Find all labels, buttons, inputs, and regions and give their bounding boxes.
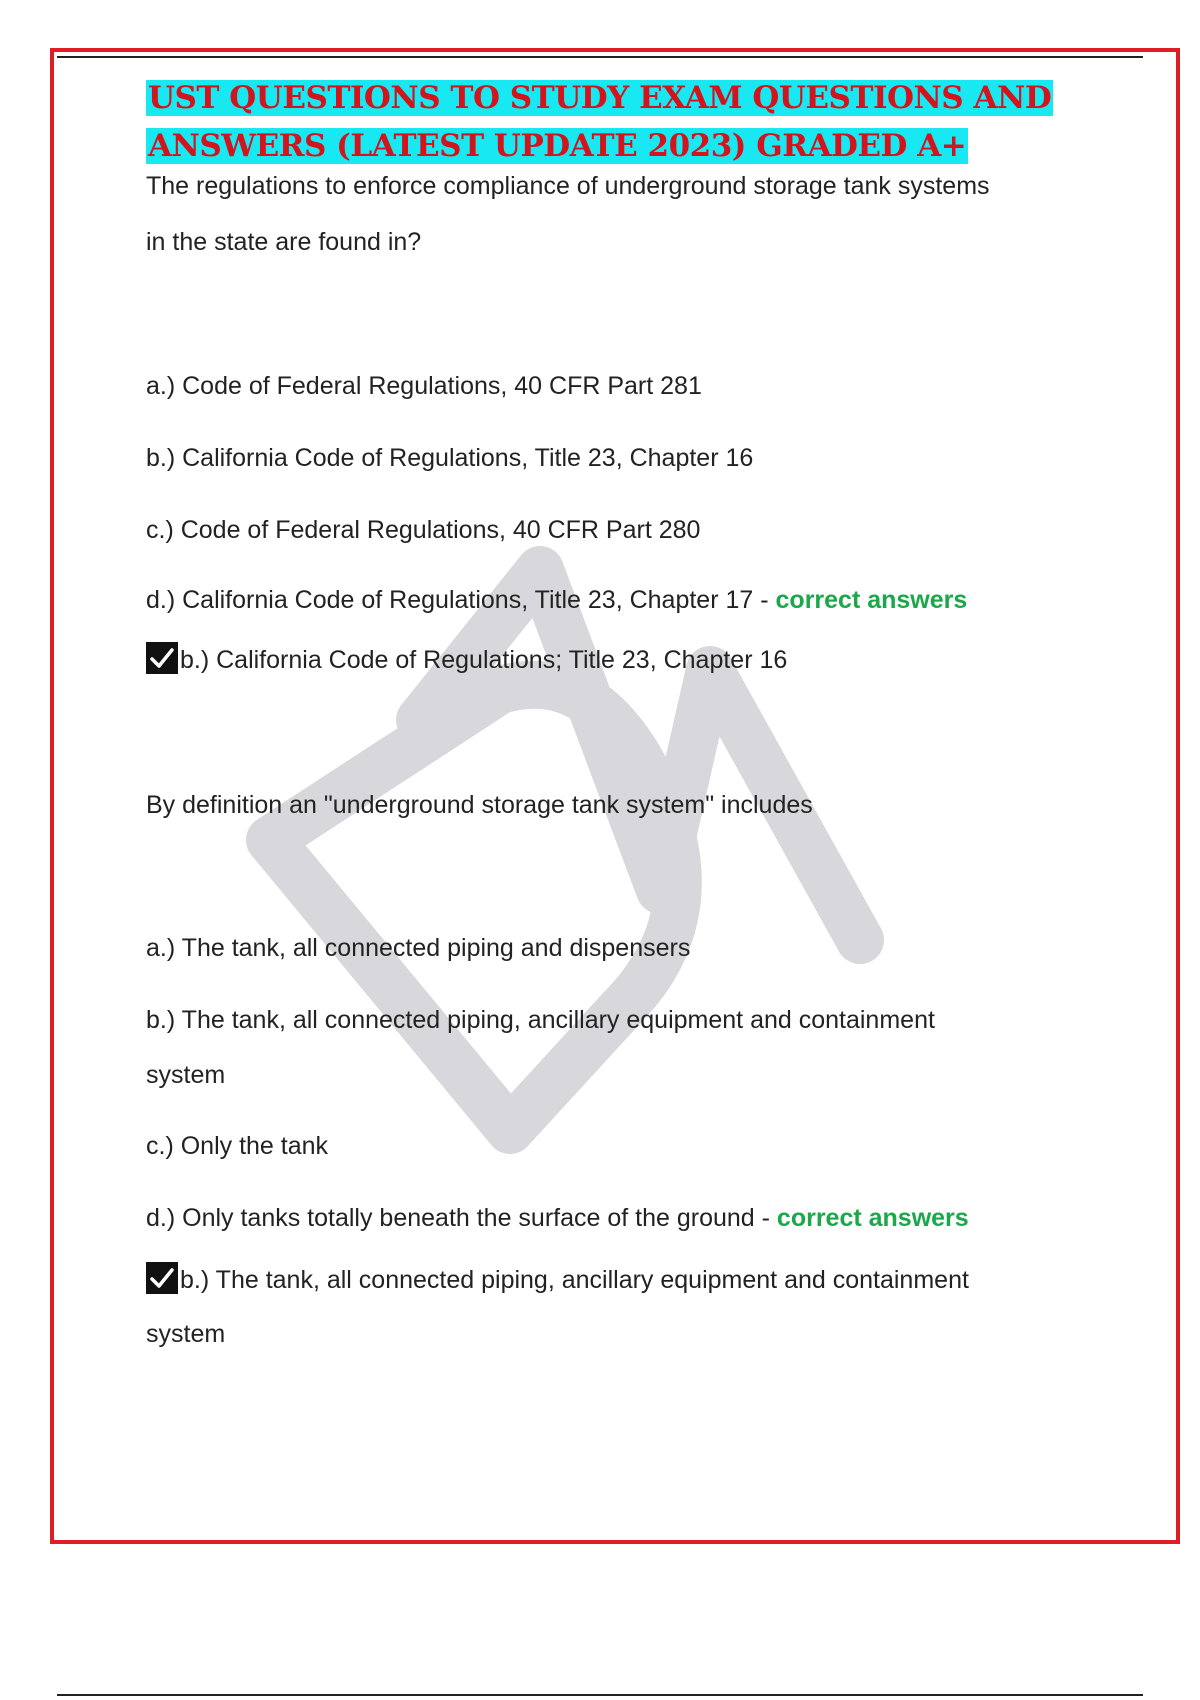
title-line-1: UST QUESTIONS TO STUDY EXAM QUESTIONS AND (148, 80, 1052, 116)
document-content (146, 74, 1106, 1348)
q1-option-a: a.) Code of Federal Regulations, 40 CFR Part 281 (146, 372, 702, 400)
document-title (146, 74, 1106, 170)
q1-option-b: b.) California Code of Regulations, Title 23, Chapter 16 (146, 444, 754, 472)
q1-option-d (146, 585, 967, 615)
q1-text-line-1: The regulations to enforce compliance of underground storage tank systems (146, 172, 990, 200)
q2-option-a: a.) The tank, all connected piping and dispensers (146, 934, 691, 962)
q2-option-b-line-2: system (146, 1061, 226, 1089)
q1-answer (146, 642, 787, 675)
q2-answer-line-2: system (146, 1320, 226, 1348)
q1-correct-label: correct answers (775, 586, 968, 614)
q2-answer-line-1 (146, 1262, 969, 1295)
q1-text-line-2: in the state are found in? (146, 228, 422, 256)
q2-text-line-1: By definition an "underground storage tank system" includes (146, 791, 813, 819)
checkmark-icon (146, 642, 178, 674)
q1-option-c: c.) Code of Federal Regulations, 40 CFR Part 280 (146, 516, 701, 544)
q2-option-d-text: d.) Only tanks totally beneath the surface of the ground - (146, 1204, 777, 1232)
q2-option-c: c.) Only the tank (146, 1132, 329, 1160)
q1-answer-text: b.) California Code of Regulations; Title 23, Chapter 16 (180, 646, 788, 674)
q2-option-b-line-1: b.) The tank, all connected piping, ancillary equipment and containment (146, 1006, 935, 1034)
bottom-rule (57, 1694, 1143, 1696)
checkmark-icon (146, 1262, 178, 1294)
q2-correct-label: correct answers (776, 1204, 969, 1232)
title-line-2: ANSWERS (LATEST UPDATE 2023) GRADED A+ (148, 128, 967, 164)
q2-answer-text: b.) The tank, all connected piping, ancillary equipment and containment (180, 1266, 969, 1294)
q2-option-d (146, 1203, 969, 1233)
q1-option-d-text: d.) California Code of Regulations, Title 23, Chapter 17 - (146, 586, 776, 614)
